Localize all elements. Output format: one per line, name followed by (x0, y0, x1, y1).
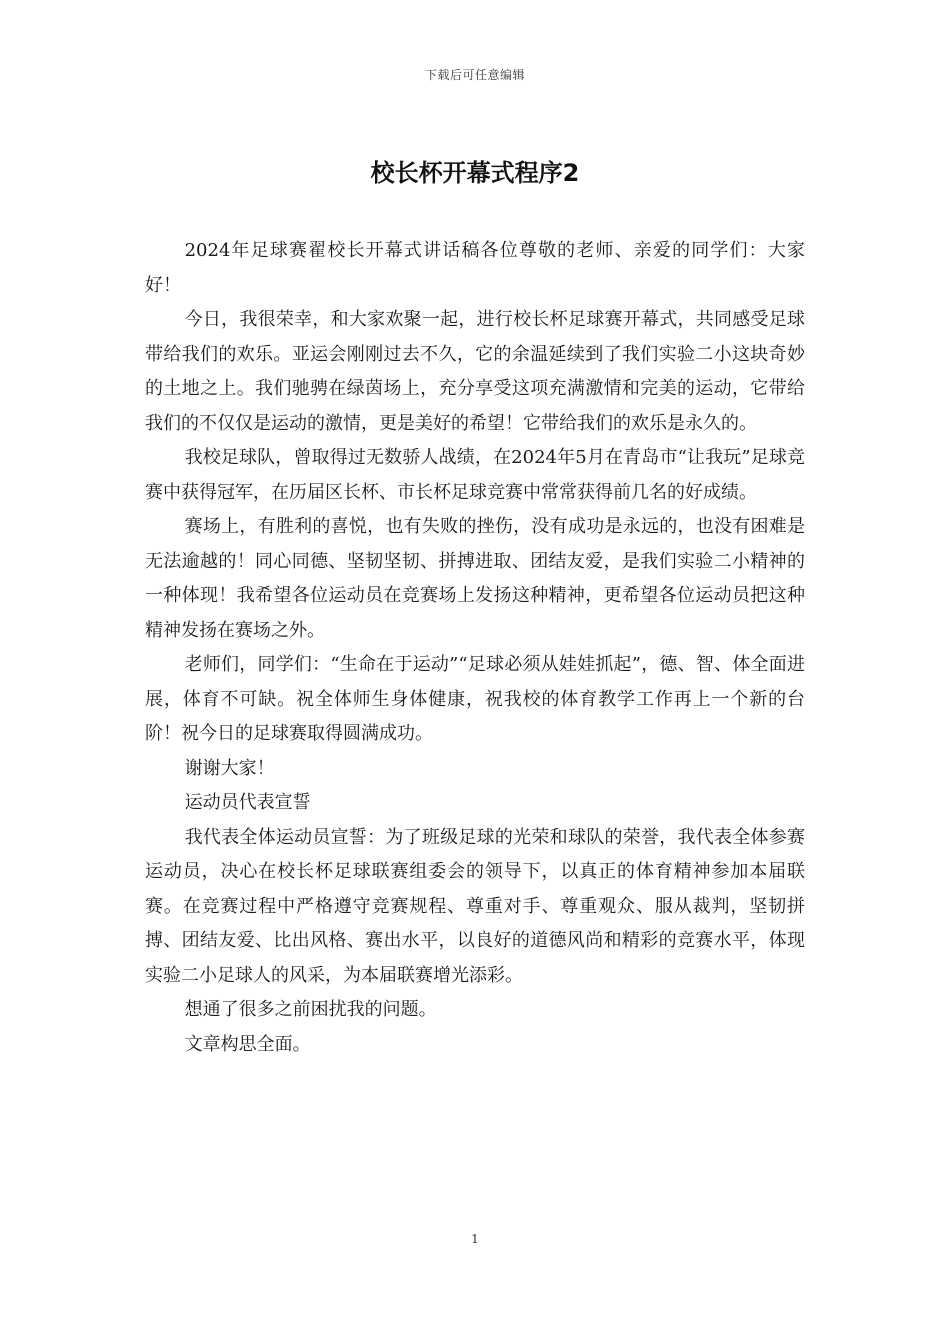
page-header-note: 下载后可任意编辑 (424, 68, 525, 82)
paragraph: 文章构思全面。 (184, 1033, 311, 1055)
paragraph: 我校足球队，曾取得过无数骄人战绩，在2024年5月在青岛市“让我玩”足球竞赛中获得冠军，在历届区长杯、市长杯足球竞赛中常常获得前几名的好成绩。 (145, 447, 805, 503)
page-number: 1 (471, 1232, 479, 1246)
paragraph: 运动员代表宣誓 (184, 792, 311, 813)
paragraph: 2024年足球赛翟校长开幕式讲话稿各位尊敬的老师、亲爱的同学们：大家好！ (145, 240, 805, 296)
document-body (145, 234, 805, 1062)
document-title: 校长杯开幕式程序2 (370, 159, 580, 187)
paragraph: 老师们，同学们：“生命在于运动”“足球必须从娃娃抓起”，德、智、体全面进展，体育不可缺。祝全体师生身体健康，祝我校的体育教学工作再上一个新的台阶！祝今日的足球赛取得圆满成功。 (145, 654, 805, 744)
paragraph: 赛场上，有胜利的喜悦，也有失败的挫伤，没有成功是永远的，也没有困难是无法逾越的！同心同德、坚韧坚韧、拼搏进取、团结友爱，是我们实验二小精神的一种体现！我希望各位运动员在竞赛场上发扬这种精神，更希望各位运动员把这种精神发扬在赛场之外。 (145, 516, 805, 641)
paragraph: 我代表全体运动员宣誓：为了班级足球的光荣和球队的荣誉，我代表全体参赛运动员，决心在校长杯足球联赛组委会的领导下，以真正的体育精神参加本届联赛。在竞赛过程中严格遵守竞赛规程、尊重对手、尊重观众、服从裁判，坚韧拼搏、团结友爱、比出风格、赛出水平，以良好的道德风尚和精彩的竞赛水平，体现实验二小足球人的风采，为本届联赛增光添彩。 (145, 826, 805, 986)
paragraph: 今日，我很荣幸，和大家欢聚一起，进行校长杯足球赛开幕式，共同感受足球带给我们的欢乐。亚运会刚刚过去不久，它的余温延续到了我们实验二小这块奇妙的土地之上。我们驰骋在绿茵场上，充分享受这项充满激情和完美的运动，它带给我们的不仅仅是运动的激情，更是美好的希望！它带给我们的欢乐是永久的。 (145, 309, 805, 434)
paragraph: 想通了很多之前困扰我的问题。 (184, 999, 437, 1020)
paragraph: 谢谢大家！ (184, 757, 275, 779)
